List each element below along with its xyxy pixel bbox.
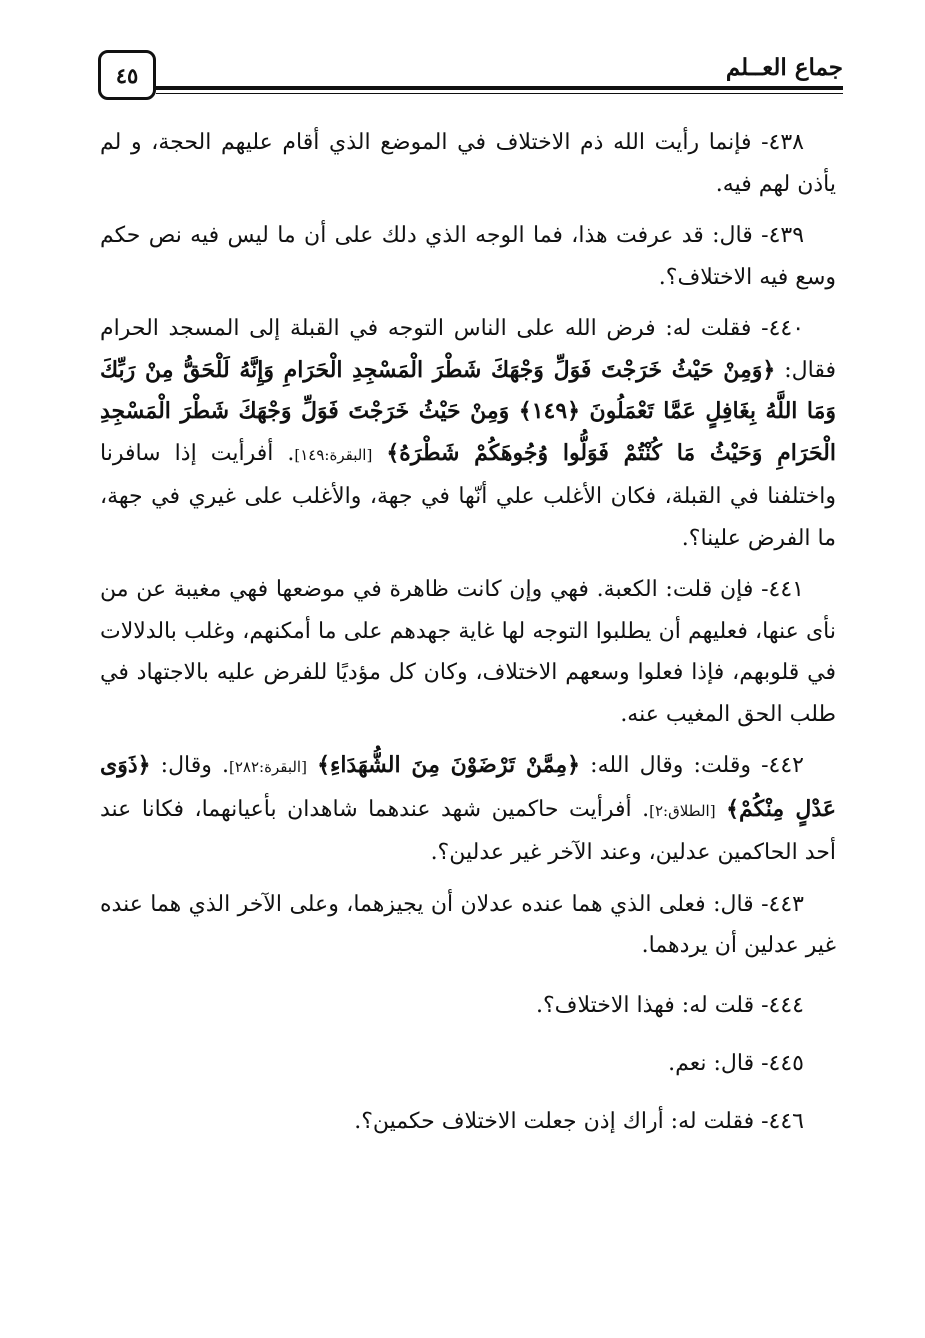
quran-verse-2: ﴿ذَوَى عَدْلٍ مِنْكُمْ﴾ [100,752,836,822]
paragraph-445 [100,1035,836,1093]
page-body [100,122,836,1151]
paragraph-number: ٤٤٦- [761,1108,804,1134]
paragraph-439 [100,215,836,298]
paragraph-text: قال: فعلى الذي هما عنده عدلان أن يجيزهما، وعلى الآخر الذي هما عنده غير عدلين أن يردهما. [100,891,836,958]
paragraph-number: ٤٤٥- [761,1050,804,1076]
running-title: جماع العــلم [725,54,843,81]
paragraph-444 [100,977,836,1035]
paragraph-text: قال: نعم. [668,1050,755,1076]
paragraph-text: فإن قلت: الكعبة. فهي وإن كانت ظاهرة في موضعها فهي مغيبة عن من نأى عنها، فعليهم أن يطلبوا التوجه لها غاية جهدهم على ما أمكنهم، وغلب بالدلالات في قلوبهم، فإذا فعلوا وسعهم الاختلاف، وكان كل مؤديًا للفرض عليه بالاجتهاد في طلب الحق المغيب عنه. [100,577,836,727]
paragraph-number: ٤٤٤- [761,992,804,1018]
paragraph-442 [100,745,836,874]
paragraph-440 [100,308,836,559]
paragraph-number: ٤٣٩- [761,223,805,248]
quran-verse: ﴿مِمَّنْ تَرْضَوْنَ مِنَ الشُّهَدَاءِ﴾ [317,752,581,778]
paragraph-443 [100,884,836,967]
paragraph-number: ٤٤١- [761,577,804,602]
quran-verse: ﴿وَمِنْ حَيْثُ خَرَجْتَ فَوَلِّ وَجْهَكَ شَطْرَ الْمَسْجِدِ الْحَرَامِ وَإِنَّهُ لَلْحَقُّ مِنْ رَبِّكَ وَمَا اللَّهُ بِغَافِلٍ عَمَّا تَعْمَلُونَ ﴿١٤٩﴾ وَمِنْ حَيْثُ خَرَجْتَ فَوَلِّ وَجْهَكَ شَطْرَ الْمَسْجِدِ الْحَرَامِ وَحَيْثُ مَا كُنْتُمْ فَوَلُّوا وُجُوهَكُمْ شَطْرَهُ﴾ [100,356,836,466]
verse-reference: [البقرة:٢٨٢] [229,758,307,776]
paragraph-number: ٤٣٨- [761,130,804,155]
paragraph-number: ٤٤٣- [761,891,804,917]
paragraph-number: ٤٤٢- [761,753,804,778]
paragraph-text-after: . أفرأيت حاكمين شهد عندهما شاهدان بأعيانهما، فكانا عند أحد الحاكمين عدلين، وعند الآخر غير عدلين؟. [100,796,836,865]
paragraph-text-after: . أفرأيت إذا سافرنا واختلفنا في القبلة، فكان الأغلب علي أنّها في جهة، والأغلب على غيري في جهة، ما الفرض علينا؟. [100,440,836,551]
paragraph-446 [100,1093,836,1151]
paragraph-text-mid: . وقال: [160,753,230,778]
page-header [98,50,843,106]
header-rule-thick [156,86,843,90]
paragraph-number: ٤٤٠- [761,316,805,341]
paragraph-438 [100,122,836,205]
paragraph-text: فقلت له: فرض الله على الناس التوجه في القبلة إلى المسجد الحرام فقال: [100,316,836,383]
page-number: ٤٥ [115,62,139,88]
paragraph-text: وقلت: وقال الله: [590,753,751,778]
paragraph-text: قال: قد عرفت هذا، فما الوجه الذي دلك على أن ما ليس فيه نص حكم وسع فيه الاختلاف؟. [100,223,836,290]
header-rule-thin [156,93,843,94]
paragraph-text: فقلت له: أراك إذن جعلت الاختلاف حكمين؟. [354,1108,755,1134]
page-number-box [98,50,156,100]
paragraph-text: قلت له: فهذا الاختلاف؟. [536,992,755,1018]
verse-reference: [البقرة:١٤٩] [294,445,373,464]
paragraph-441 [100,569,836,735]
verse-reference-2: [الطلاق:٢] [649,801,716,820]
paragraph-text: فإنما رأيت الله ذم الاختلاف في الموضع الذي أقام عليهم الحجة، و لم يأذن لهم فيه. [100,130,836,197]
